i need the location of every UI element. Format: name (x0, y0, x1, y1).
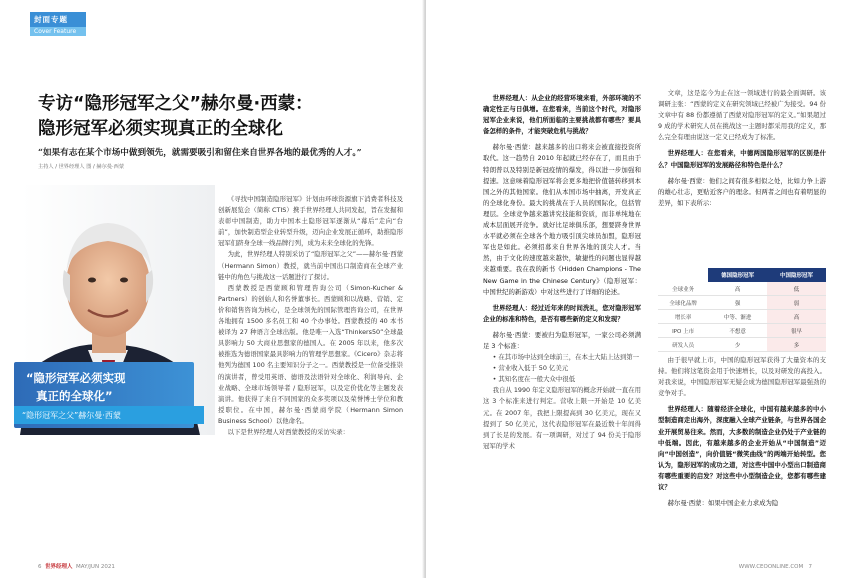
table-row (658, 282, 826, 296)
title-line-1: 专访“隐形冠军之父”赫尔曼·西蒙： (38, 94, 313, 114)
body-paragraph: 以下是世界经理人对西蒙教授的采访实录： (227, 427, 350, 436)
table-cell: 中等、渐进 (708, 310, 767, 324)
table-cell: 不想意 (708, 324, 767, 338)
table-cell: 研发人员 (658, 338, 708, 352)
table-cell: 很早 (767, 324, 826, 338)
body-paragraph: • 营业收入低于 50 亿美元 (492, 364, 569, 373)
table-header-cell: 德国隐形冠军 (708, 268, 767, 282)
table-cell: 全球业务 (658, 282, 708, 296)
tag-bottom: Cover Feature (30, 27, 86, 36)
body-paragraph: • 在其市场中达到全球前三，在本土大陆上达到第一 (492, 353, 639, 362)
body-paragraph: 《寻找中国制造隐形冠军》计划由环球资源旗下消费者科技及创新展览会（简称 CTIS）携手世界经理人共同发起，旨在发掘和表彰中国制造，助力中国本土隐形冠军逐渐从“幕后”走向“台前”，加快制造型企业转型升级，迈向企业发展正循环，助推隐形冠军们跻身全球一线品牌行列，成为未来全球化的先锋。 (218, 195, 403, 248)
footer-url: WWW.CEOONLINE.COM (738, 564, 804, 570)
interview-answer: 赫尔曼·西蒙：他们之间有很多相似之处，比如力争上游的雄心壮志，更贴近客户的理念。但两者之间也有着明显的差异，如下表所示： (658, 176, 826, 207)
footer-left (38, 562, 115, 570)
table-cell: IPO 上市 (658, 324, 708, 338)
body-paragraph: 由于很早就上市，中国的隐形冠军获得了大量资本的支持。他们将这笔资金用于快速增长，以及对研发的高投入。对我来说，中国隐形冠军无疑会成为德国隐形冠军最强劲的竞争对手。 (658, 356, 826, 398)
table-cell: 弱 (767, 296, 826, 310)
table-header-cell (658, 268, 708, 282)
body-paragraph: 西蒙教授是西蒙顾和管理咨询公司（Simon-Kucher & Partners）的创始人和名誉董事长。西蒙顾和以战略、营销、定价和销售咨询为核心，是全球领先的国际管理咨询公司，在世界各地拥有 1500 多名员工和 40 个办事处。西蒙教授的 40 本书被译为 27 种语言全球出版。他是唯一入选“Thinkers50”全球最具影响力 50 大商业思想家的德国人。在 2005 年以来，他多次被推选为德语国家最具影响力的管理学思想家。《Cicero》杂志将他列为德国 100 名主要知识分子之一。西蒙教授是一位备受推崇的演讲者，曾受用英语、德语及法语针对全球化、利润导向、企业战略、全球市场领导者 / 隐形冠军，以及定价优化等主题发表演讲。他获得了来自不同国家的众多奖项以及荣誉博士学位和教授职位。在中国，赫尔曼·西蒙商学院（Hermann Simon Business School）以他命名。 (218, 283, 403, 425)
interview-question: 世界经理人：从企业的经营环境来看，外部环境的不确定性正与日俱增。在您看来，当前这个时代，对隐形冠军企业来说，他们所面临的主要挑战都有哪些？要具备怎样的条件，才能突破危机与挑战？ (483, 94, 641, 136)
table-cell: 强 (708, 296, 767, 310)
interview-question: 世界经理人：随着经济全球化，中国有越来越多的中小型制造商走出海外，深度融入全球产业链条，与世界各国企业开展贸易往来。然而，大多数的制造企业仍处于产业链的中低端。因此，有越来越多的企业开始从“中国制造”迈向“中国创造”，向价值链“微笑曲线”的两端开始转型。您认为，隐形冠军的成功之道，对这些中国中小型出口制造商有哪些重要的启发？对这些中小型制造企业，您都有哪些建议？ (658, 405, 826, 492)
table-cell: 全球化品牌 (658, 296, 708, 310)
table-row (658, 324, 826, 338)
table-row (658, 310, 826, 324)
body-paragraph: 为此，世界经理人特别采访了“隐形冠军之父”——赫尔曼·西蒙（Hermann Simon）教授，就当前中国出口制造商在全球产业链中的角色与挑战这一话题进行了探讨。 (218, 250, 403, 281)
body-paragraph: • 其知名度在一般大众中很低 (492, 375, 576, 384)
table-cell: 少 (708, 338, 767, 352)
left-body-column (218, 194, 403, 438)
article-title (38, 92, 408, 142)
article-subtitle: “如果有志在某个市场中做到领先，就需要吸引和留住来自世界各地的最优秀的人才。” (38, 148, 362, 158)
table-cell: 增长率 (658, 310, 708, 324)
table-row (658, 296, 826, 310)
page-number: 6 (38, 564, 42, 570)
right-column-1 (483, 88, 641, 452)
table-cell: 高 (767, 310, 826, 324)
title-line-2: 隐形冠军必须实现真正的全球化 (38, 119, 283, 139)
body-paragraph: 文章，这是迄今为止在这一领域进行的最全面调研。该调研主张：“西蒙的定义在研究领域已经被广为接受。94 份文章中有 88 份都遵循了西蒙对隐形冠军的定义。”如果超过 9 成的学术研究人员在挑战这一主题时都采用我的定义，那么完全有理由说这一定义已经成为了标准。 (658, 89, 826, 142)
right-column-2 (658, 88, 826, 209)
footer-right (739, 564, 812, 570)
table-header-cell: 中国隐形冠军 (767, 268, 826, 282)
comparison-table (658, 268, 826, 352)
table-cell: 高 (708, 282, 767, 296)
right-column-2-continued (658, 355, 826, 509)
table-header-row (658, 268, 826, 282)
cover-feature-tag (30, 12, 86, 36)
byline: 主持人 / 世界经理人 图 / 赫尔曼·西蒙 (38, 164, 125, 170)
interview-question: 世界经理人：经过近年来的时间洗礼，您对隐形冠军企业的标准和特色，是否有哪些新的定义和发现？ (483, 303, 641, 323)
pull-quote-attribution: “隐形冠军之父”赫尔曼·西蒙 (22, 411, 121, 420)
table-body (658, 282, 826, 352)
issue-date: MAY/JUN 2021 (76, 564, 115, 570)
left-page (0, 0, 424, 578)
interview-answer: 赫尔曼·西蒙：如果中国企业力求成为隐 (667, 499, 779, 508)
right-page (426, 0, 850, 578)
table-cell: 低 (767, 282, 826, 296)
table-row (658, 338, 826, 352)
interview-answer: 赫尔曼·西蒙：要被归为隐形冠军，一家公司必须满足 3 个标准： (483, 330, 641, 350)
page-number: 7 (808, 564, 812, 570)
interview-question: 世界经理人：在您看来，中德两国隐形冠军的区别是什么？中国隐形冠军的发展路径和特色是什么？ (658, 149, 826, 169)
table-cell: 多 (767, 338, 826, 352)
interview-answer: 赫尔曼·西蒙：越来越多的出口将来会被直接投资所取代。这一趋势自 2010 年起就已经存在了，而且由于特朗普以及特别是新冠疫情的爆发，得以进一步加强和提速。这意味着隐形冠军将会更多地把价值链转移到本国之外的其他国家。他们从本国市场中抽离，开发真正的全球化身份。最大的挑战在于人员的国际化，包括管理层。全球竞争越来越讲究技能和资质，而非单纯地在成本层面展开竞争。就好比足球俱乐部，想要跻身世界水平就必须在全球各个地方吸引顶尖球员加盟，隐形冠军也是如此。必须招募来自世界各地的顶尖人才。当然，由于文化的速度越来越快，敏捷性的问题也显得越来越重要。我在我的新书《Hidden Champions - The New Game in the Chinese Century》（隐形冠军：中国世纪的新游戏）中对这些进行了详细的论述。 (483, 143, 641, 296)
pull-quote-line-1: “隐形冠军必须实现 (26, 371, 126, 385)
pull-quote-line-2: 真正的全球化” (36, 389, 113, 403)
footer-brand: 世界经理人 (45, 564, 73, 570)
tag-top: 封面专题 (30, 12, 86, 27)
body-paragraph: 我自从 1990 年定义隐形冠军的概念开始就一直在用这 3 个标准来进行判定。营收上限一开始是 10 亿美元。在 2007 年，我把上限提高到 30 亿美元，现在又提到了 50 亿美元，这代表隐形冠军在最近数十年间得到了长足的发展。有一项调研，对过了 94 份关于隐形冠军的学术 (483, 386, 641, 450)
